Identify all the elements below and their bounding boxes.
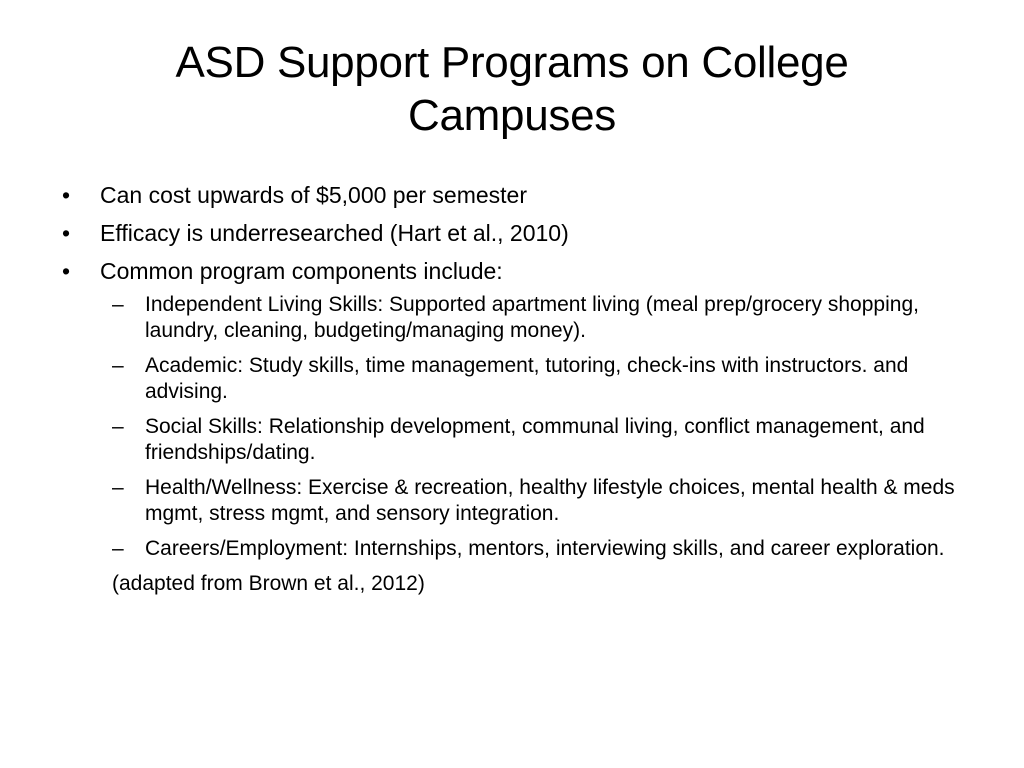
bullet-list [62,180,962,286]
sub-bullet-item [112,414,962,466]
sub-bullet-item [112,353,962,405]
dash-icon: – [112,293,124,316]
dash-icon: – [112,354,124,377]
bullet-text: Common program components include: [100,258,503,284]
dash-icon: – [112,476,124,499]
bullet-text: Can cost upwards of $5,000 per semester [100,182,528,208]
bullet-dot-icon: • [62,182,71,208]
sub-bullet-item [112,292,962,344]
bullet-item [62,256,962,286]
dash-icon: – [112,537,124,560]
bullet-dot-icon: • [62,220,71,246]
dash-icon: – [112,415,124,438]
sub-bullet-item [112,475,962,527]
sub-bullet-text: Academic: Study skills, time management, tutoring, check-ins with instructors. and advising. [145,354,909,403]
bullet-text: Efficacy is underresearched (Hart et al., 2010) [100,220,569,246]
sub-bullet-text: Careers/Employment: Internships, mentors, interviewing skills, and career exploration. [145,537,945,560]
sub-bullet-list [112,292,962,562]
sub-bullet-text: Health/Wellness: Exercise & recreation, healthy lifestyle choices, mental health & meds mgmt, stress mgmt, and sensory integration. [145,476,955,525]
slide-title: ASD Support Programs on College Campuses [175,38,849,140]
sub-bullet-text: Independent Living Skills: Supported apartment living (meal prep/grocery shopping, laundry, cleaning, budgeting/managing money). [145,293,919,342]
bullet-item [62,218,962,248]
bullet-dot-icon: • [62,258,71,284]
sub-bullet-text: Social Skills: Relationship development, communal living, conflict management, and friendships/dating. [145,415,925,464]
citation: (adapted from Brown et al., 2012) [112,572,425,595]
sub-bullet-item [112,536,962,562]
bullet-item [62,180,962,210]
slide-body [62,180,962,597]
